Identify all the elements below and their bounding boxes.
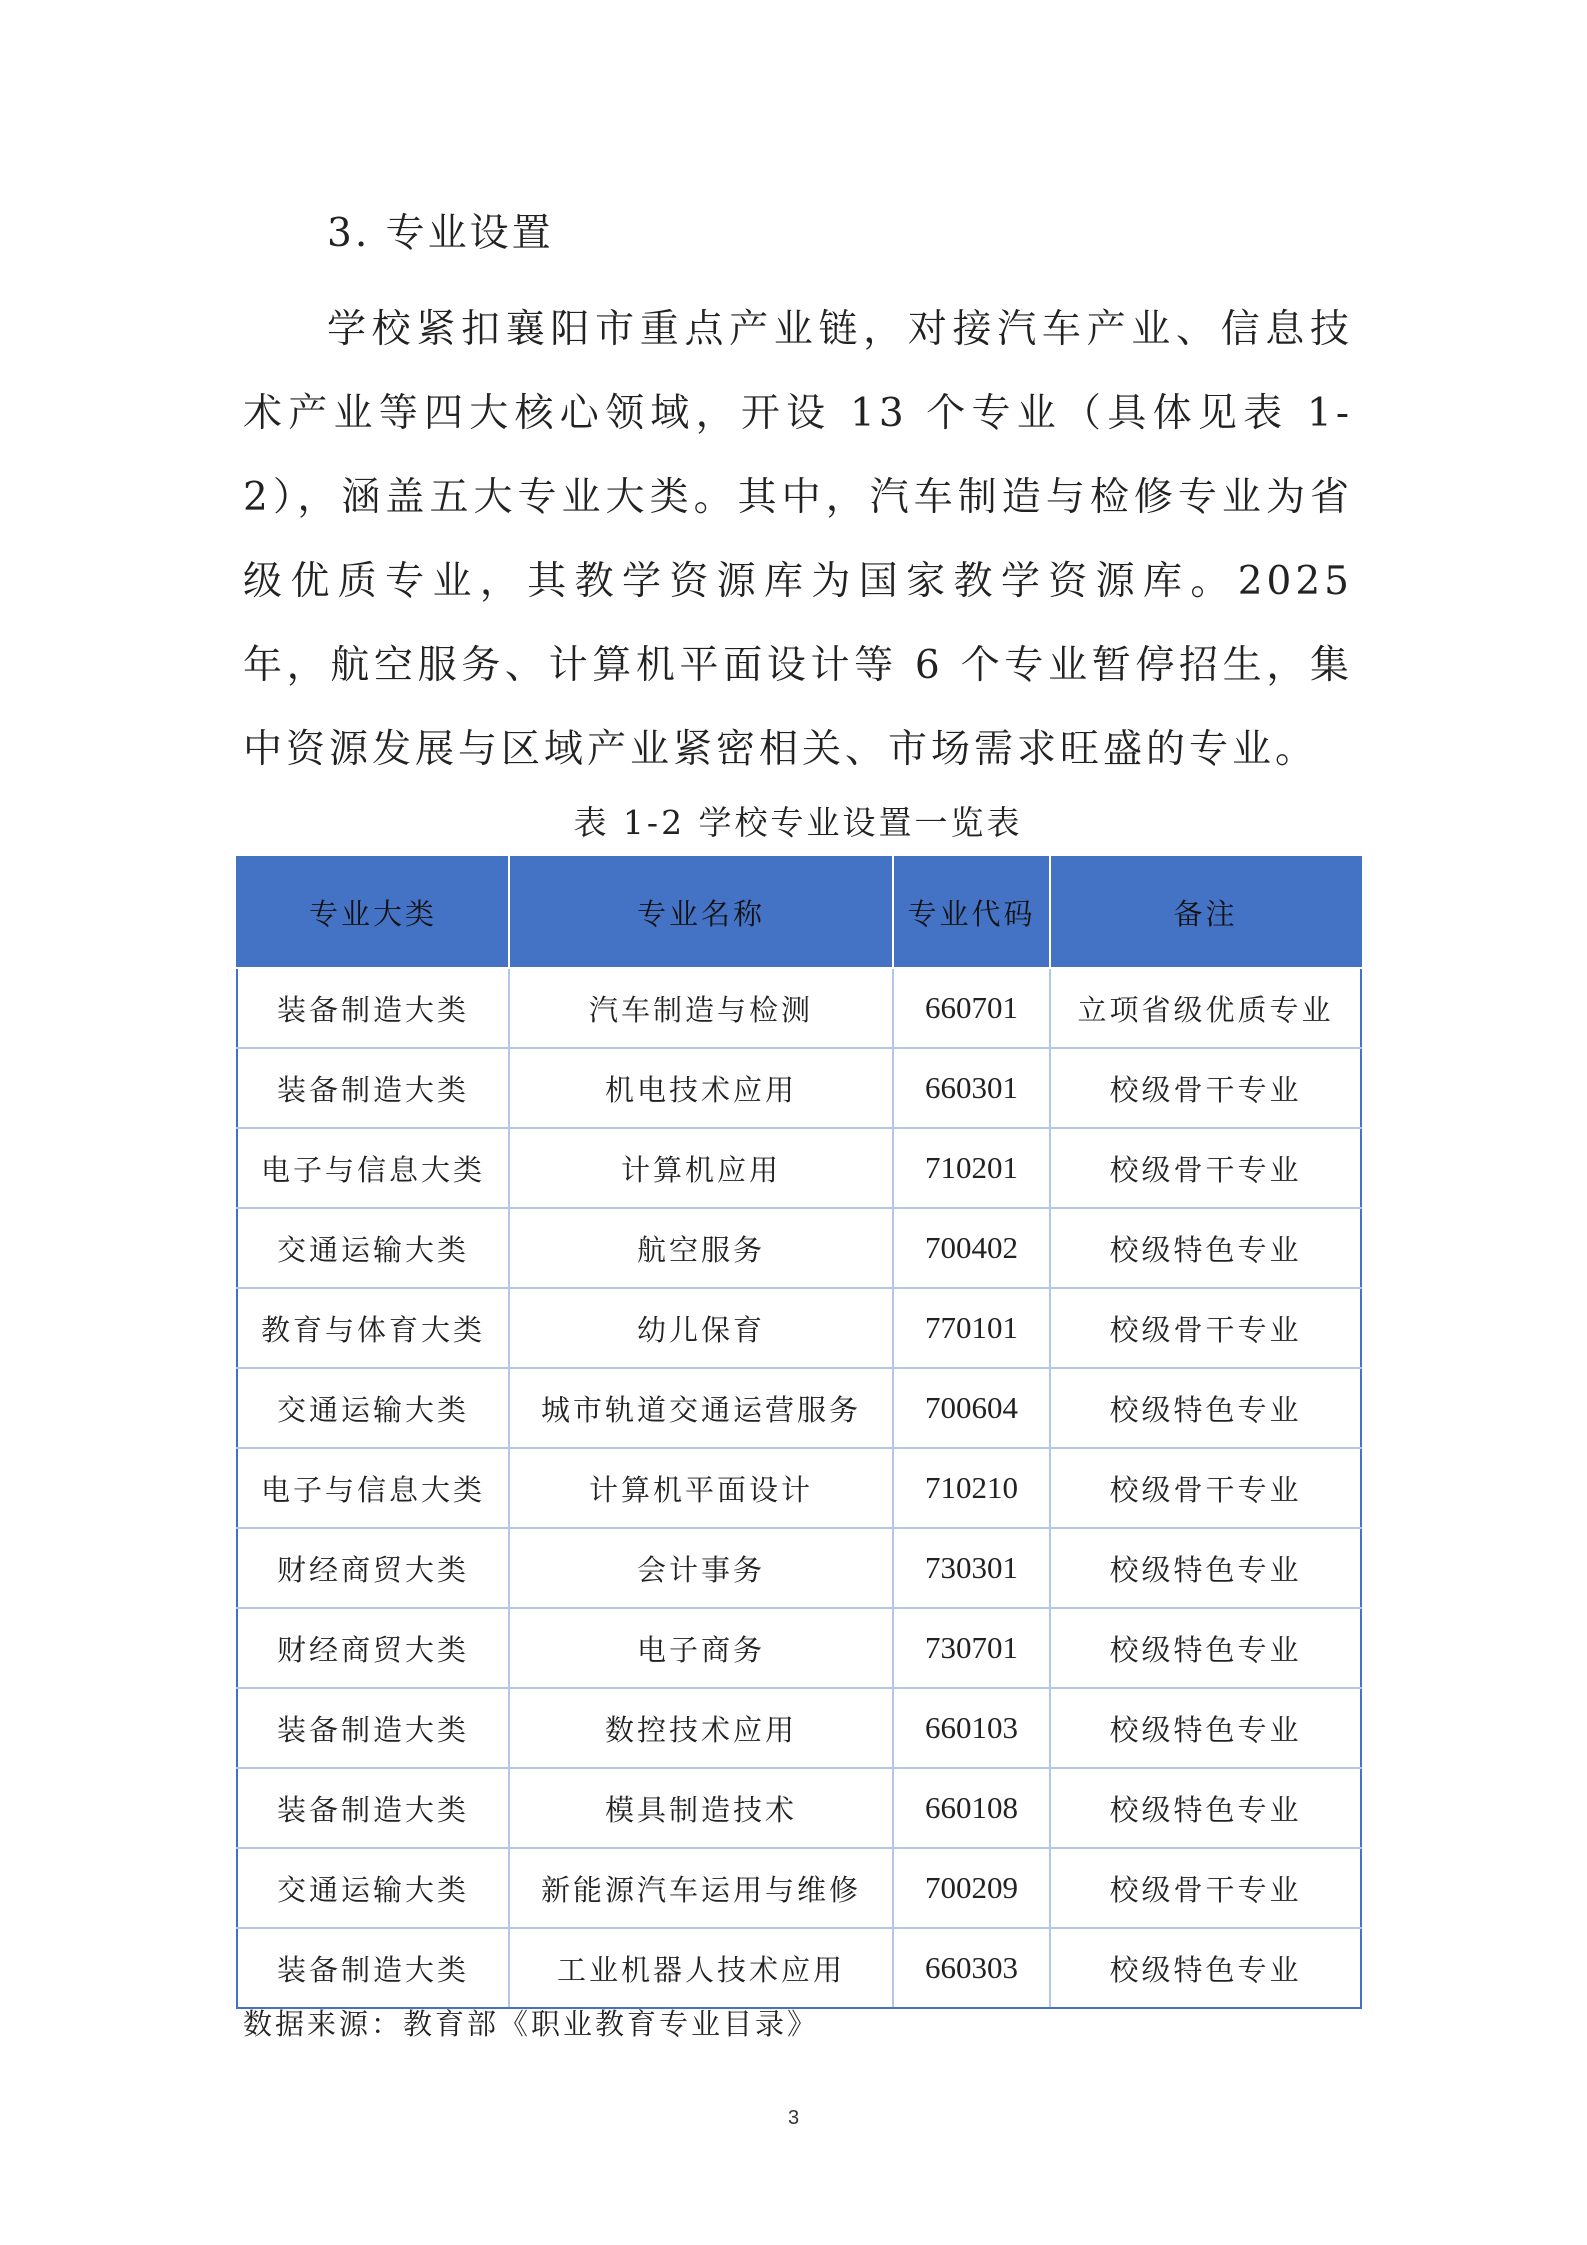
table-row xyxy=(237,1928,1361,2008)
cell-major-name: 计算机应用 xyxy=(509,1128,893,1208)
cell-remarks: 校级骨干专业 xyxy=(1050,1128,1361,1208)
table-row xyxy=(237,968,1361,1048)
cell-category: 装备制造大类 xyxy=(237,1688,509,1768)
cell-major-name: 模具制造技术 xyxy=(509,1768,893,1848)
table-row xyxy=(237,1448,1361,1528)
cell-category: 装备制造大类 xyxy=(237,1048,509,1128)
table-row xyxy=(237,1288,1361,1368)
cell-major-code: 660303 xyxy=(893,1928,1050,2008)
cell-major-code: 710201 xyxy=(893,1128,1050,1208)
cell-major-name: 幼儿保育 xyxy=(509,1288,893,1368)
table-row xyxy=(237,1208,1361,1288)
cell-remarks: 校级骨干专业 xyxy=(1050,1288,1361,1368)
cell-category: 电子与信息大类 xyxy=(237,1128,509,1208)
cell-category: 教育与体育大类 xyxy=(237,1288,509,1368)
cell-major-name: 会计事务 xyxy=(509,1528,893,1608)
cell-category: 装备制造大类 xyxy=(237,1928,509,2008)
major-table xyxy=(236,856,1362,2009)
cell-category: 交通运输大类 xyxy=(237,1848,509,1928)
cell-category: 装备制造大类 xyxy=(237,968,509,1048)
cell-major-code: 730701 xyxy=(893,1608,1050,1688)
table-row xyxy=(237,1368,1361,1448)
cell-remarks: 校级特色专业 xyxy=(1050,1528,1361,1608)
cell-category: 电子与信息大类 xyxy=(237,1448,509,1528)
cell-remarks: 校级特色专业 xyxy=(1050,1208,1361,1288)
table-row xyxy=(237,1128,1361,1208)
cell-major-name: 计算机平面设计 xyxy=(509,1448,893,1528)
cell-major-code: 700604 xyxy=(893,1368,1050,1448)
header-major-code: 专业代码 xyxy=(893,857,1050,968)
data-source-note: 数据来源：教育部《职业教育专业目录》 xyxy=(243,2007,820,2041)
table-body xyxy=(237,968,1361,2008)
cell-remarks: 校级骨干专业 xyxy=(1050,1048,1361,1128)
cell-major-code: 700402 xyxy=(893,1208,1050,1288)
cell-major-code: 660701 xyxy=(893,968,1050,1048)
table-header-row xyxy=(237,857,1361,968)
table-row xyxy=(237,1048,1361,1128)
header-major-name: 专业名称 xyxy=(509,857,893,968)
cell-remarks: 校级特色专业 xyxy=(1050,1688,1361,1768)
cell-remarks: 立项省级优质专业 xyxy=(1050,968,1361,1048)
cell-major-name: 电子商务 xyxy=(509,1608,893,1688)
cell-remarks: 校级特色专业 xyxy=(1050,1768,1361,1848)
cell-major-code: 660301 xyxy=(893,1048,1050,1128)
cell-remarks: 校级特色专业 xyxy=(1050,1608,1361,1688)
table-row xyxy=(237,1848,1361,1928)
cell-major-code: 660103 xyxy=(893,1688,1050,1768)
cell-remarks: 校级特色专业 xyxy=(1050,1928,1361,2008)
table-row xyxy=(237,1688,1361,1768)
cell-major-name: 航空服务 xyxy=(509,1208,893,1288)
cell-major-name: 数控技术应用 xyxy=(509,1688,893,1768)
table-row xyxy=(237,1768,1361,1848)
cell-major-name: 汽车制造与检测 xyxy=(509,968,893,1048)
cell-category: 财经商贸大类 xyxy=(237,1528,509,1608)
cell-category: 交通运输大类 xyxy=(237,1208,509,1288)
cell-remarks: 校级特色专业 xyxy=(1050,1368,1361,1448)
section-heading: 3. 专业设置 xyxy=(327,211,554,256)
cell-major-name: 新能源汽车运用与维修 xyxy=(509,1848,893,1928)
cell-major-name: 工业机器人技术应用 xyxy=(509,1928,893,2008)
cell-major-code: 770101 xyxy=(893,1288,1050,1368)
header-remarks: 备注 xyxy=(1050,857,1361,968)
cell-major-code: 660108 xyxy=(893,1768,1050,1848)
table-caption: 表 1-2 学校专业设置一览表 xyxy=(573,803,1023,842)
cell-remarks: 校级骨干专业 xyxy=(1050,1848,1361,1928)
header-category: 专业大类 xyxy=(237,857,509,968)
cell-major-name: 机电技术应用 xyxy=(509,1048,893,1128)
cell-category: 装备制造大类 xyxy=(237,1768,509,1848)
table-row xyxy=(237,1608,1361,1688)
cell-major-code: 710210 xyxy=(893,1448,1050,1528)
cell-major-code: 730301 xyxy=(893,1528,1050,1608)
cell-remarks: 校级骨干专业 xyxy=(1050,1448,1361,1528)
cell-category: 交通运输大类 xyxy=(237,1368,509,1448)
cell-major-code: 700209 xyxy=(893,1848,1050,1928)
cell-category: 财经商贸大类 xyxy=(237,1608,509,1688)
body-paragraph: 学校紧扣襄阳市重点产业链，对接汽车产业、信息技术产业等四大核心领域，开设 13 个专业（具体见表 1-2），涵盖五大专业大类。其中，汽车制造与检修专业为省级优质专业，其教学资源库为国家教学资源库。2025 年，航空服务、计算机平面设计等 6 个专业暂停招生，集中资源发展与区域产业紧密相关、市场需求旺盛的专业。 xyxy=(243,307,1353,772)
table-row xyxy=(237,1528,1361,1608)
cell-major-name: 城市轨道交通运营服务 xyxy=(509,1368,893,1448)
page-number: 3 xyxy=(787,2107,800,2129)
